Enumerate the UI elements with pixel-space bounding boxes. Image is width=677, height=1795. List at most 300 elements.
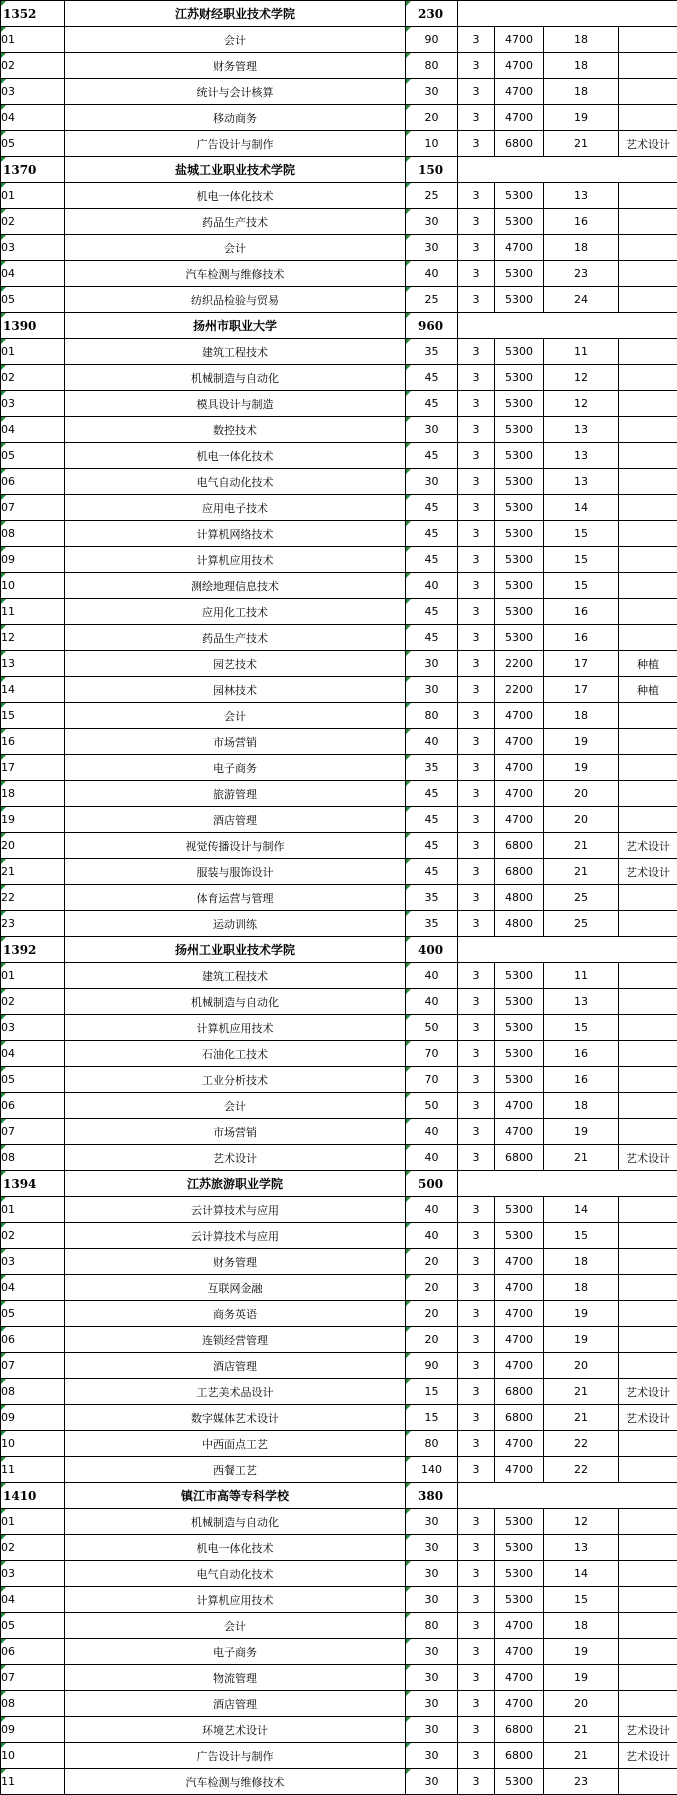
major-fee: 5300 xyxy=(495,1535,544,1561)
major-group: 14 xyxy=(544,1197,619,1223)
school-blank xyxy=(458,1,677,27)
major-code: 03 xyxy=(1,1015,65,1041)
cell-marker xyxy=(1,1665,6,1670)
major-code: 02 xyxy=(1,1535,65,1561)
major-years: 3 xyxy=(458,1197,495,1223)
major-row xyxy=(1,1561,677,1587)
major-code: 07 xyxy=(1,1665,65,1691)
major-fee: 6800 xyxy=(495,1145,544,1171)
major-fee: 5300 xyxy=(495,1223,544,1249)
cell-marker xyxy=(406,27,411,32)
cell-marker xyxy=(406,261,411,266)
major-code: 11 xyxy=(1,1457,65,1483)
major-fee: 5300 xyxy=(495,963,544,989)
major-plan: 30 xyxy=(406,1743,458,1769)
cell-marker xyxy=(1,1223,6,1228)
major-row xyxy=(1,209,677,235)
cell-marker xyxy=(406,911,411,916)
cell-marker xyxy=(1,27,6,32)
major-years: 3 xyxy=(458,1379,495,1405)
major-fee: 6800 xyxy=(495,833,544,859)
cell-marker xyxy=(406,79,411,84)
major-code: 03 xyxy=(1,1561,65,1587)
major-plan: 20 xyxy=(406,105,458,131)
cell-marker xyxy=(1,651,6,656)
major-group: 21 xyxy=(544,1379,619,1405)
school-name: 扬州工业职业技术学院 xyxy=(65,937,406,963)
major-fee: 5300 xyxy=(495,1067,544,1093)
major-fee: 4700 xyxy=(495,1327,544,1353)
cell-marker xyxy=(1,339,6,344)
major-name: 机械制造与自动化 xyxy=(65,989,406,1015)
major-fee: 4700 xyxy=(495,235,544,261)
major-plan: 20 xyxy=(406,1275,458,1301)
major-note xyxy=(619,573,677,599)
cell-marker xyxy=(1,1691,6,1696)
cell-marker xyxy=(406,1535,411,1540)
major-note xyxy=(619,53,677,79)
major-code: 08 xyxy=(1,1145,65,1171)
major-years: 3 xyxy=(458,625,495,651)
major-years: 3 xyxy=(458,417,495,443)
major-plan: 15 xyxy=(406,1379,458,1405)
cell-marker xyxy=(406,131,411,136)
major-row xyxy=(1,131,677,157)
major-note xyxy=(619,183,677,209)
major-code: 05 xyxy=(1,287,65,313)
cell-marker xyxy=(406,1093,411,1098)
major-years: 3 xyxy=(458,1639,495,1665)
school-blank xyxy=(458,313,677,339)
major-name: 机电一体化技术 xyxy=(65,183,406,209)
major-group: 24 xyxy=(544,287,619,313)
major-group: 19 xyxy=(544,729,619,755)
major-years: 3 xyxy=(458,963,495,989)
major-code: 01 xyxy=(1,963,65,989)
major-fee: 4700 xyxy=(495,1665,544,1691)
major-code: 03 xyxy=(1,391,65,417)
cell-marker xyxy=(406,599,411,604)
major-row xyxy=(1,573,677,599)
cell-marker xyxy=(1,157,6,162)
major-code: 22 xyxy=(1,885,65,911)
major-fee: 4700 xyxy=(495,1639,544,1665)
major-code: 13 xyxy=(1,651,65,677)
major-code: 10 xyxy=(1,573,65,599)
major-plan: 45 xyxy=(406,859,458,885)
major-code: 02 xyxy=(1,365,65,391)
major-name: 电子商务 xyxy=(65,1639,406,1665)
major-fee: 5300 xyxy=(495,443,544,469)
major-plan: 40 xyxy=(406,573,458,599)
cell-marker xyxy=(406,729,411,734)
major-row xyxy=(1,521,677,547)
major-note xyxy=(619,1223,677,1249)
cell-marker xyxy=(406,703,411,708)
major-years: 3 xyxy=(458,807,495,833)
major-group: 20 xyxy=(544,1353,619,1379)
major-code: 08 xyxy=(1,1379,65,1405)
major-plan: 10 xyxy=(406,131,458,157)
major-group: 15 xyxy=(544,1223,619,1249)
major-code: 17 xyxy=(1,755,65,781)
major-plan: 40 xyxy=(406,1197,458,1223)
major-group: 18 xyxy=(544,79,619,105)
cell-marker xyxy=(406,859,411,864)
major-group: 13 xyxy=(544,469,619,495)
major-code: 01 xyxy=(1,339,65,365)
major-row xyxy=(1,547,677,573)
major-years: 3 xyxy=(458,755,495,781)
major-note xyxy=(619,755,677,781)
cell-marker xyxy=(1,79,6,84)
major-note xyxy=(619,443,677,469)
cell-marker xyxy=(406,677,411,682)
major-group: 23 xyxy=(544,1769,619,1795)
major-fee: 5300 xyxy=(495,391,544,417)
major-note xyxy=(619,963,677,989)
major-group: 20 xyxy=(544,781,619,807)
major-name: 电气自动化技术 xyxy=(65,1561,406,1587)
major-row xyxy=(1,1769,677,1795)
cell-marker xyxy=(406,235,411,240)
cell-marker xyxy=(406,1405,411,1410)
cell-marker xyxy=(1,1743,6,1748)
major-code: 11 xyxy=(1,1769,65,1795)
school-blank xyxy=(458,937,677,963)
major-name: 服装与服饰设计 xyxy=(65,859,406,885)
major-plan: 50 xyxy=(406,1015,458,1041)
cell-marker xyxy=(1,1119,6,1124)
major-name: 酒店管理 xyxy=(65,1691,406,1717)
cell-marker xyxy=(406,1327,411,1332)
cell-marker xyxy=(406,53,411,58)
major-years: 3 xyxy=(458,1613,495,1639)
major-code: 16 xyxy=(1,729,65,755)
major-years: 3 xyxy=(458,261,495,287)
major-group: 13 xyxy=(544,989,619,1015)
cell-marker xyxy=(1,1301,6,1306)
major-name: 机电一体化技术 xyxy=(65,1535,406,1561)
major-row xyxy=(1,1197,677,1223)
cell-marker xyxy=(1,859,6,864)
major-name: 汽车检测与维修技术 xyxy=(65,1769,406,1795)
cell-marker xyxy=(1,625,6,630)
cell-marker xyxy=(406,105,411,110)
major-fee: 4700 xyxy=(495,755,544,781)
major-plan: 50 xyxy=(406,1093,458,1119)
major-plan: 30 xyxy=(406,1691,458,1717)
major-name: 园林技术 xyxy=(65,677,406,703)
cell-marker xyxy=(1,729,6,734)
major-name: 测绘地理信息技术 xyxy=(65,573,406,599)
major-plan: 45 xyxy=(406,625,458,651)
major-years: 3 xyxy=(458,651,495,677)
cell-marker xyxy=(1,885,6,890)
major-code: 02 xyxy=(1,1223,65,1249)
major-group: 12 xyxy=(544,365,619,391)
cell-marker xyxy=(1,573,6,578)
major-code: 01 xyxy=(1,183,65,209)
major-years: 3 xyxy=(458,1717,495,1743)
major-plan: 30 xyxy=(406,1509,458,1535)
major-note xyxy=(619,989,677,1015)
major-note xyxy=(619,1041,677,1067)
school-plan: 500 xyxy=(406,1171,458,1197)
major-years: 3 xyxy=(458,235,495,261)
major-note xyxy=(619,495,677,521)
major-fee: 6800 xyxy=(495,1405,544,1431)
major-years: 3 xyxy=(458,1691,495,1717)
major-code: 02 xyxy=(1,209,65,235)
cell-marker xyxy=(1,1561,6,1566)
major-row xyxy=(1,1353,677,1379)
major-plan: 30 xyxy=(406,1769,458,1795)
cell-marker xyxy=(406,963,411,968)
school-code: 1410 xyxy=(1,1483,65,1509)
major-code: 03 xyxy=(1,1249,65,1275)
cell-marker xyxy=(406,183,411,188)
major-group: 19 xyxy=(544,105,619,131)
cell-marker xyxy=(406,1301,411,1306)
cell-marker xyxy=(406,1561,411,1566)
major-row xyxy=(1,1535,677,1561)
major-plan: 30 xyxy=(406,1665,458,1691)
school-blank xyxy=(458,1171,677,1197)
major-code: 15 xyxy=(1,703,65,729)
major-row xyxy=(1,339,677,365)
major-name: 数字媒体艺术设计 xyxy=(65,1405,406,1431)
school-row xyxy=(1,1,677,27)
major-plan: 45 xyxy=(406,807,458,833)
major-row xyxy=(1,53,677,79)
major-fee: 5300 xyxy=(495,547,544,573)
cell-marker xyxy=(1,131,6,136)
major-group: 15 xyxy=(544,521,619,547)
major-plan: 25 xyxy=(406,183,458,209)
major-plan: 40 xyxy=(406,1145,458,1171)
major-row xyxy=(1,105,677,131)
major-years: 3 xyxy=(458,1119,495,1145)
major-plan: 20 xyxy=(406,1327,458,1353)
cell-marker xyxy=(1,911,6,916)
major-name: 电气自动化技术 xyxy=(65,469,406,495)
major-code: 06 xyxy=(1,1327,65,1353)
school-code: 1370 xyxy=(1,157,65,183)
major-name: 工业分析技术 xyxy=(65,1067,406,1093)
major-row xyxy=(1,859,677,885)
major-plan: 40 xyxy=(406,729,458,755)
major-note xyxy=(619,1509,677,1535)
major-code: 05 xyxy=(1,1613,65,1639)
cell-marker xyxy=(406,1509,411,1514)
major-row xyxy=(1,885,677,911)
major-code: 07 xyxy=(1,1119,65,1145)
major-plan: 70 xyxy=(406,1041,458,1067)
major-note: 艺术设计 xyxy=(619,859,677,885)
major-name: 连锁经营管理 xyxy=(65,1327,406,1353)
major-name: 会计 xyxy=(65,1093,406,1119)
major-row xyxy=(1,1145,677,1171)
cell-marker xyxy=(406,989,411,994)
major-name: 会计 xyxy=(65,27,406,53)
school-name: 扬州市职业大学 xyxy=(65,313,406,339)
major-name: 市场营销 xyxy=(65,729,406,755)
major-plan: 40 xyxy=(406,1223,458,1249)
school-code: 1394 xyxy=(1,1171,65,1197)
major-years: 3 xyxy=(458,1275,495,1301)
major-group: 13 xyxy=(544,183,619,209)
cell-marker xyxy=(1,1431,6,1436)
major-row xyxy=(1,1327,677,1353)
major-code: 01 xyxy=(1,1509,65,1535)
major-code: 10 xyxy=(1,1743,65,1769)
major-years: 3 xyxy=(458,391,495,417)
cell-marker xyxy=(1,1197,6,1202)
major-row xyxy=(1,1717,677,1743)
major-fee: 4700 xyxy=(495,1249,544,1275)
cell-marker xyxy=(1,1457,6,1462)
major-row xyxy=(1,1691,677,1717)
major-years: 3 xyxy=(458,677,495,703)
major-fee: 4700 xyxy=(495,1301,544,1327)
major-group: 18 xyxy=(544,1249,619,1275)
major-note xyxy=(619,1587,677,1613)
major-fee: 6800 xyxy=(495,859,544,885)
major-note: 艺术设计 xyxy=(619,1743,677,1769)
major-name: 药品生产技术 xyxy=(65,625,406,651)
major-years: 3 xyxy=(458,79,495,105)
major-years: 3 xyxy=(458,911,495,937)
cell-marker xyxy=(1,1145,6,1150)
major-group: 18 xyxy=(544,703,619,729)
major-group: 16 xyxy=(544,625,619,651)
major-years: 3 xyxy=(458,27,495,53)
major-row xyxy=(1,807,677,833)
major-row xyxy=(1,651,677,677)
cell-marker xyxy=(1,1,6,6)
cell-marker xyxy=(1,209,6,214)
school-row xyxy=(1,1483,677,1509)
major-code: 19 xyxy=(1,807,65,833)
major-years: 3 xyxy=(458,1431,495,1457)
major-fee: 6800 xyxy=(495,131,544,157)
school-code: 1352 xyxy=(1,1,65,27)
cell-marker xyxy=(406,391,411,396)
major-row xyxy=(1,1119,677,1145)
cell-marker xyxy=(1,833,6,838)
major-group: 13 xyxy=(544,443,619,469)
cell-marker xyxy=(406,1379,411,1384)
major-years: 3 xyxy=(458,1535,495,1561)
major-group: 19 xyxy=(544,1665,619,1691)
cell-marker xyxy=(406,1431,411,1436)
major-note xyxy=(619,1301,677,1327)
major-fee: 4700 xyxy=(495,1353,544,1379)
cell-marker xyxy=(406,1145,411,1150)
cell-marker xyxy=(406,1275,411,1280)
major-code: 08 xyxy=(1,521,65,547)
major-code: 21 xyxy=(1,859,65,885)
major-name: 会计 xyxy=(65,1613,406,1639)
cell-marker xyxy=(1,1587,6,1592)
major-fee: 4800 xyxy=(495,885,544,911)
major-note xyxy=(619,235,677,261)
cell-marker xyxy=(406,209,411,214)
major-note xyxy=(619,1639,677,1665)
cell-marker xyxy=(406,781,411,786)
major-group: 18 xyxy=(544,53,619,79)
major-code: 05 xyxy=(1,1301,65,1327)
major-fee: 6800 xyxy=(495,1717,544,1743)
major-row xyxy=(1,1249,677,1275)
major-fee: 4700 xyxy=(495,53,544,79)
major-group: 21 xyxy=(544,131,619,157)
major-name: 应用电子技术 xyxy=(65,495,406,521)
cell-marker xyxy=(1,1249,6,1254)
major-group: 11 xyxy=(544,963,619,989)
major-plan: 45 xyxy=(406,495,458,521)
cell-marker xyxy=(1,417,6,422)
school-blank xyxy=(458,1483,677,1509)
major-code: 07 xyxy=(1,495,65,521)
major-code: 05 xyxy=(1,443,65,469)
cell-marker xyxy=(406,1197,411,1202)
major-years: 3 xyxy=(458,1301,495,1327)
major-code: 06 xyxy=(1,469,65,495)
major-fee: 5300 xyxy=(495,1587,544,1613)
cell-marker xyxy=(406,1119,411,1124)
major-fee: 5300 xyxy=(495,365,544,391)
major-group: 14 xyxy=(544,1561,619,1587)
major-name: 体育运营与管理 xyxy=(65,885,406,911)
cell-marker xyxy=(1,183,6,188)
major-name: 环境艺术设计 xyxy=(65,1717,406,1743)
major-note xyxy=(619,365,677,391)
major-code: 01 xyxy=(1,1197,65,1223)
major-group: 19 xyxy=(544,1301,619,1327)
major-name: 园艺技术 xyxy=(65,651,406,677)
major-fee: 4700 xyxy=(495,1613,544,1639)
cell-marker xyxy=(406,1223,411,1228)
major-group: 19 xyxy=(544,1639,619,1665)
major-name: 互联网金融 xyxy=(65,1275,406,1301)
cell-marker xyxy=(406,1249,411,1254)
major-code: 04 xyxy=(1,105,65,131)
major-code: 04 xyxy=(1,1275,65,1301)
major-plan: 30 xyxy=(406,651,458,677)
major-fee: 5300 xyxy=(495,599,544,625)
major-name: 统计与会计核算 xyxy=(65,79,406,105)
major-group: 17 xyxy=(544,677,619,703)
cell-marker xyxy=(406,495,411,500)
major-years: 3 xyxy=(458,1067,495,1093)
major-fee: 5300 xyxy=(495,1769,544,1795)
major-code: 02 xyxy=(1,989,65,1015)
major-plan: 45 xyxy=(406,833,458,859)
major-code: 06 xyxy=(1,1093,65,1119)
major-name: 药品生产技术 xyxy=(65,209,406,235)
major-plan: 45 xyxy=(406,521,458,547)
major-fee: 4700 xyxy=(495,1275,544,1301)
major-note xyxy=(619,729,677,755)
school-code: 1390 xyxy=(1,313,65,339)
major-plan: 45 xyxy=(406,599,458,625)
cell-marker xyxy=(406,1015,411,1020)
major-name: 物流管理 xyxy=(65,1665,406,1691)
major-group: 21 xyxy=(544,1145,619,1171)
major-row xyxy=(1,599,677,625)
